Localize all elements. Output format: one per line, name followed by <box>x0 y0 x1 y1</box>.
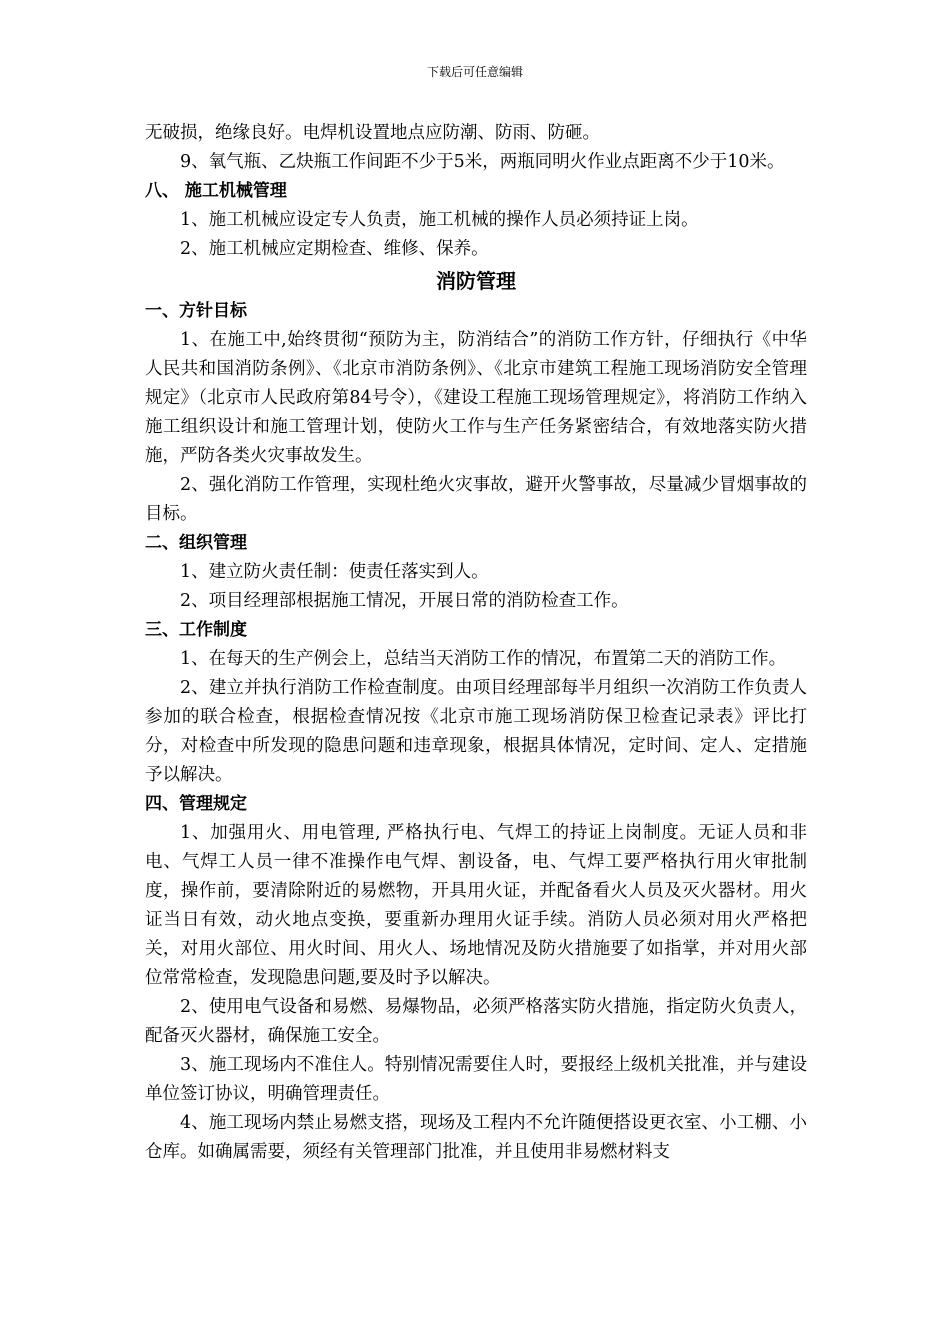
paragraph: 2、使用电气设备和易燃、易爆物品，必须严格落实防火措施，指定防火负责人，配备灭火器材，确保施工安全。 <box>145 997 807 1046</box>
document-title: 消防管理 <box>436 269 516 293</box>
paragraph: 1、加强用火、用电管理, 严格执行电、气焊工的持证上岗制度。无证人员和非电、气焊工人员一律不准操作电气焊、割设备，电、气焊工要严格执行用火审批制度，操作前，要清除附近的易燃物，开具用火证，并配备看火人员及灭火器材。用火证当日有效，动火地点变换，要重新办理用火证手续。消防人员必须对用火严格把关，对用火部位、用火时间、用火人、场地情况及防火措施要了如指掌，并对用火部位常常检查，发现隐患问题,要及时予以解决。 <box>145 823 807 988</box>
paragraph: 1、建立防火责任制：使责任落实到人。 <box>180 562 489 582</box>
paragraph: 9、氧气瓶、乙炔瓶工作间距不少于5米，两瓶同明火作业点距离不少于10米。 <box>180 152 785 172</box>
section-heading: 三、工作制度 <box>145 620 247 640</box>
paragraph: 无破损，绝缘良好。电焊机设置地点应防潮、防雨、防砸。 <box>145 123 600 143</box>
section-heading: 八、 施工机械管理 <box>145 181 287 201</box>
paragraph: 2、施工机械应定期检查、维修、保养。 <box>180 239 489 259</box>
section-heading: 二、组织管理 <box>145 533 247 553</box>
section-heading: 一、方针目标 <box>145 301 247 321</box>
page-header: 下载后可任意编辑 <box>426 65 523 79</box>
paragraph: 1、在每天的生产例会上，总结当天消防工作的情况，布置第二天的消防工作。 <box>180 649 787 669</box>
paragraph: 2、项目经理部根据施工情况，开展日常的消防检查工作。 <box>180 591 629 611</box>
paragraph: 2、强化消防工作管理，实现杜绝火灾事故，避开火警事故，尽量减少冒烟事故的目标。 <box>145 475 807 524</box>
paragraph: 4、施工现场内禁止易燃支搭，现场及工程内不允许随便搭设更衣室、小工棚、小仓库。如确属需要，须经有关管理部门批准，并且使用非易燃材料支 <box>145 1113 807 1162</box>
paragraph: 1、施工机械应设定专人负责，施工机械的操作人员必须持证上岗。 <box>180 210 699 230</box>
paragraph: 3、施工现场内不准住人。特别情况需要住人时，要报经上级机关批准，并与建设单位签订协议，明确管理责任。 <box>145 1055 807 1104</box>
paragraph: 2、建立并执行消防工作检查制度。由项目经理部每半月组织一次消防工作负责人参加的联合检查，根据检查情况按《北京市施工现场消防保卫检查记录表》评比打分，对检查中所发现的隐患问题和违章现象，根据具体情况，定时间、定人、定措施予以解决。 <box>145 678 807 785</box>
paragraph: 1、在施工中,始终贯彻“预防为主，防消结合”的消防工作方针，仔细执行《中华人民共和国消防条例》、《北京市消防条例》、《北京市建筑工程施工现场消防安全管理规定》（北京市人民政府第84号令），《建设工程施工现场管理规定》，将消防工作纳入施工组织设计和施工管理计划，使防火工作与生产任务紧密结合，有效地落实防火措施，严防各类火灾事故发生。 <box>145 330 807 466</box>
document-body <box>145 119 807 1167</box>
section-heading: 四、管理规定 <box>145 794 247 814</box>
